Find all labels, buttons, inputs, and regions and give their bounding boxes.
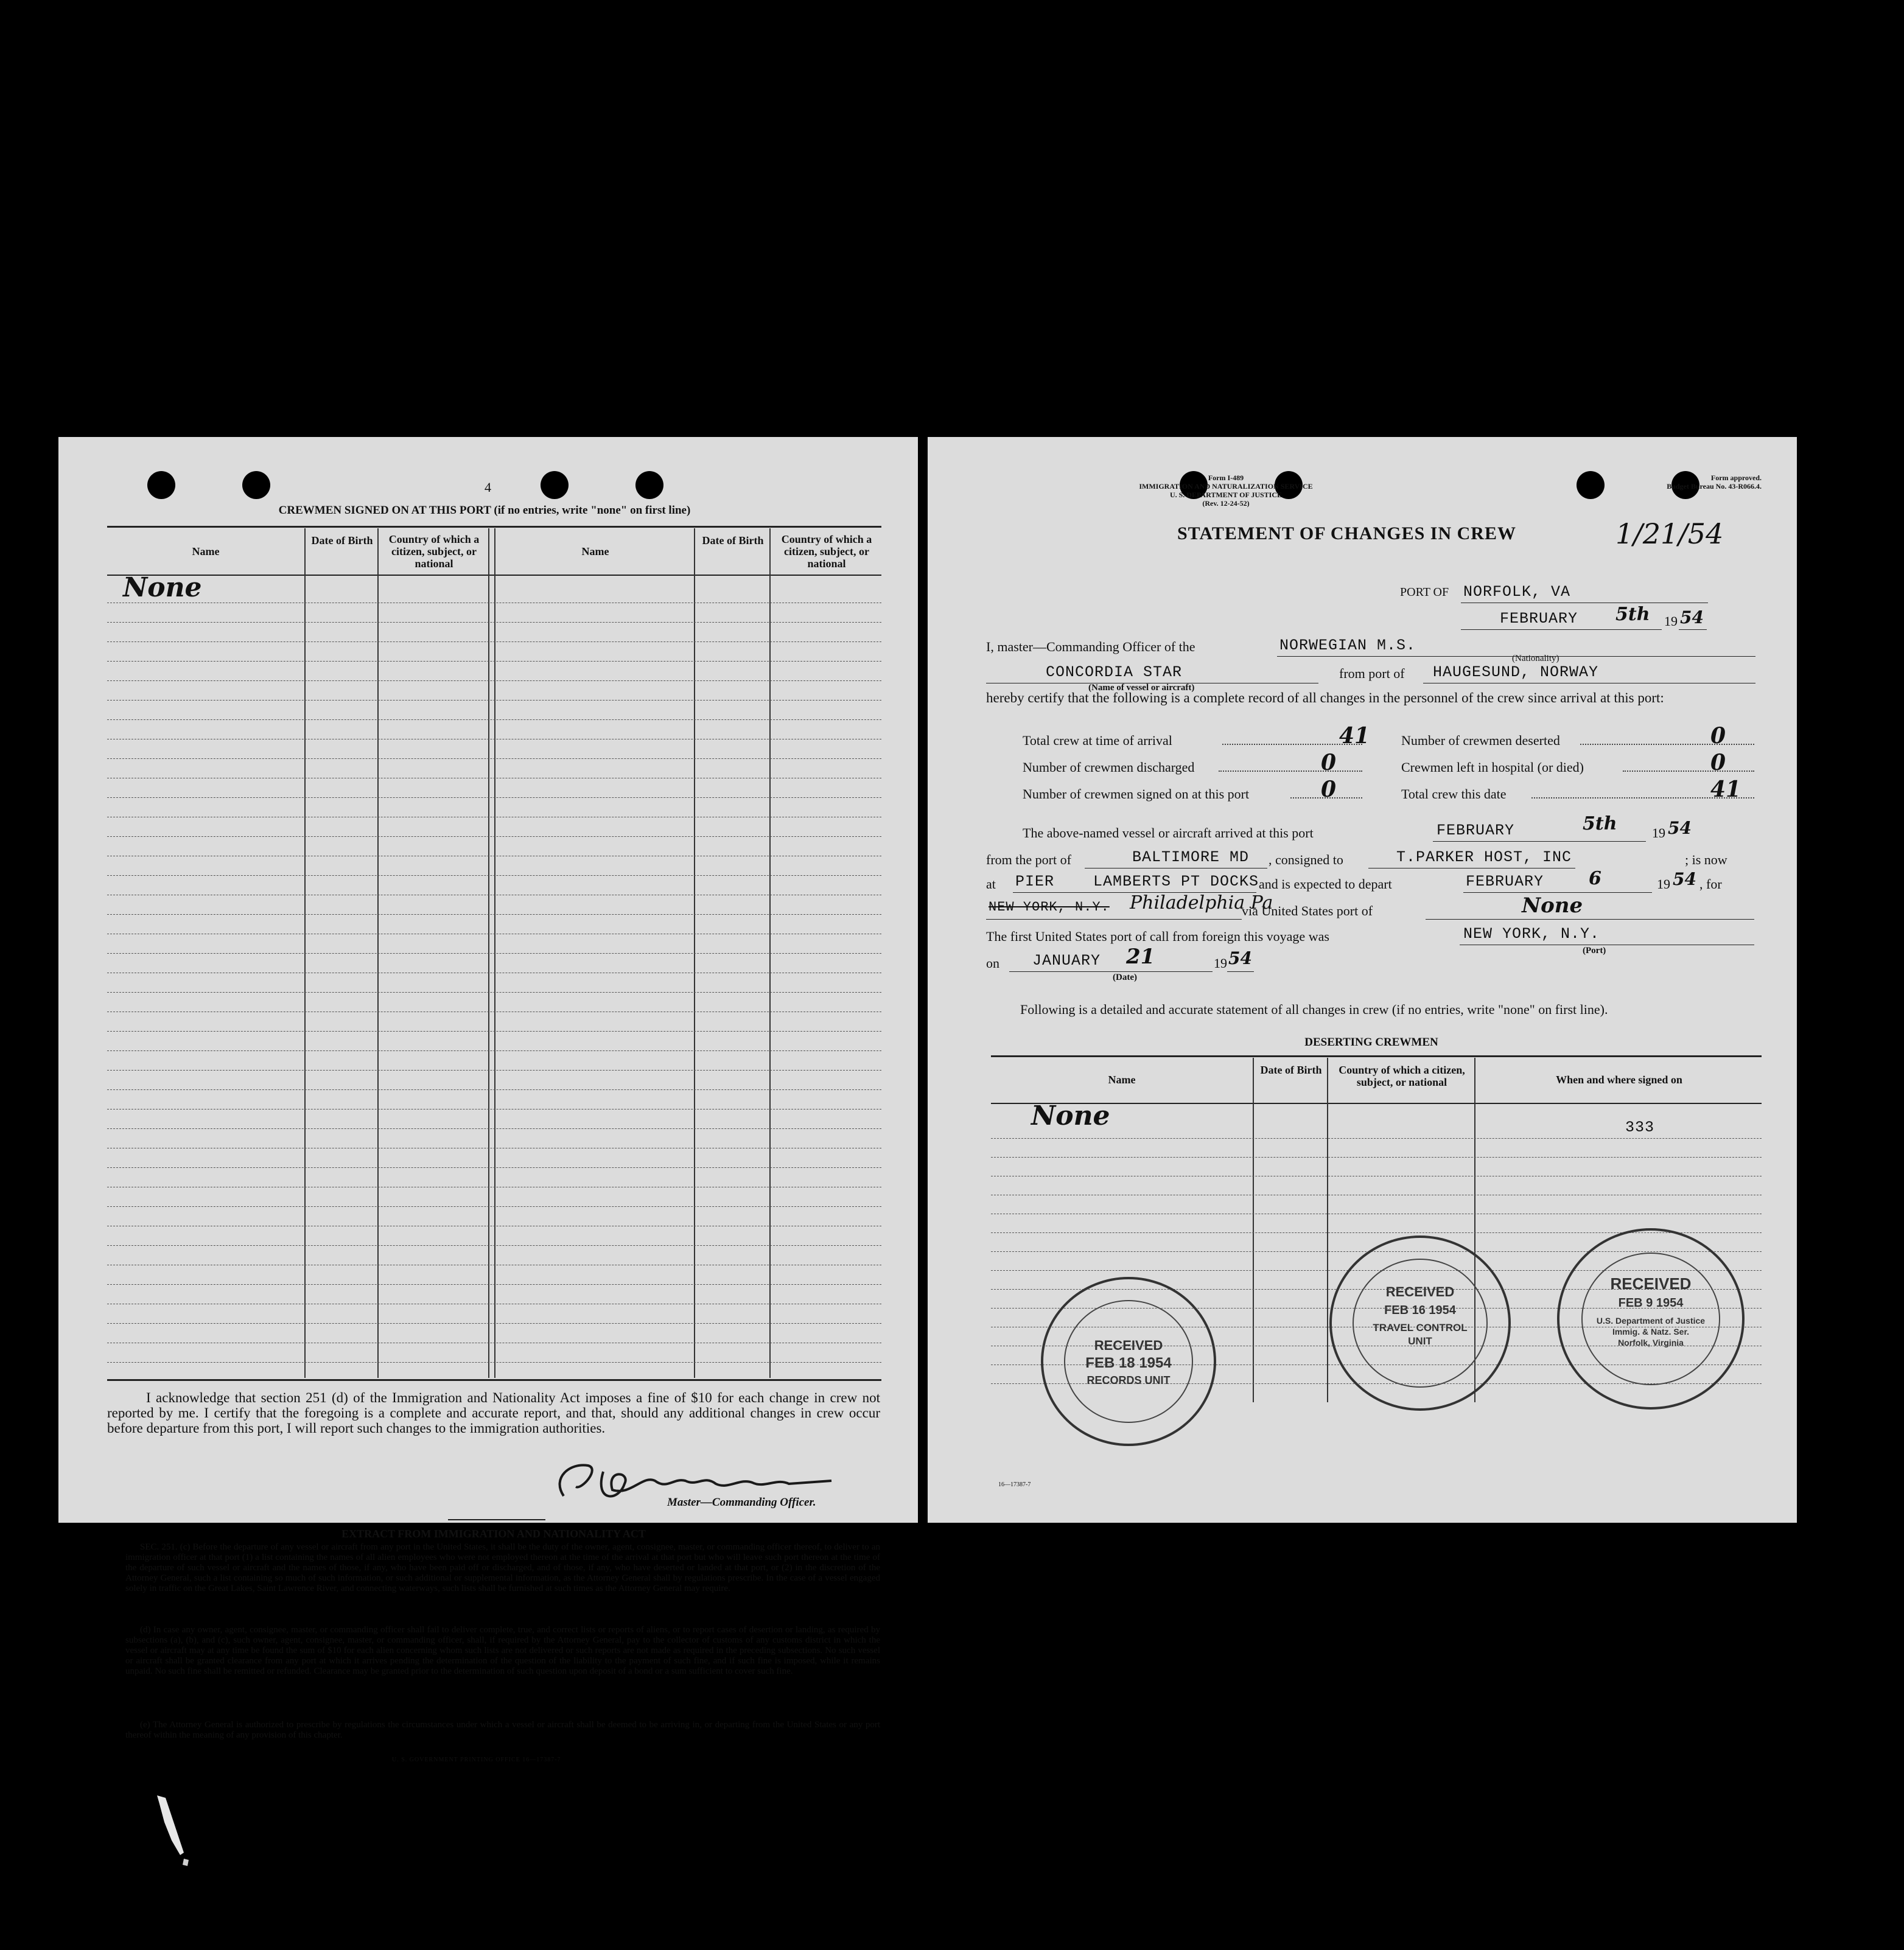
nationality-caption: (Nationality) [1512, 654, 1559, 663]
signed-on-value: 0 [1321, 777, 1337, 802]
table-row-rule [107, 1323, 881, 1324]
arrived-day: 5th [1583, 813, 1617, 834]
berth-location: PIER LAMBERTS PT DOCKS [1015, 873, 1259, 890]
arrived-month: FEBRUARY [1437, 822, 1515, 839]
year-prefix: 19 [1214, 956, 1227, 971]
table-row-rule [107, 1031, 881, 1032]
previous-port: BALTIMORE MD [1132, 848, 1250, 866]
table-row-rule [107, 641, 881, 642]
first-port-month: JANUARY [1032, 952, 1101, 970]
hospital-value: 0 [1710, 750, 1726, 775]
from-port-value: HAUGESUND, NORWAY [1433, 663, 1599, 681]
destination-handwritten: Philadelphia Pa [1130, 892, 1273, 914]
table-row-rule [107, 661, 881, 662]
from-port-label: from port of [1339, 666, 1405, 681]
report-year: 54 [1680, 607, 1704, 627]
left-page [58, 437, 918, 1763]
first-port-year: 54 [1228, 948, 1252, 968]
printer-imprint: U. S. GOVERNMENT PRINTING OFFICE 16—17387-7 [392, 1756, 561, 1763]
hospital-label: Crewmen left in hospital (or died) [1401, 760, 1584, 775]
crew-entry-none: None [123, 572, 202, 603]
certify-statement: hereby certify that the following is a complete record of all changes in the personnel of the crew since arrival at this port: [986, 690, 1664, 705]
punch-hole [541, 471, 569, 499]
deserted-value: 0 [1710, 723, 1726, 749]
consigned-label: , consigned to [1269, 852, 1343, 867]
form-number: Form I-489 [1208, 474, 1244, 482]
col-header-dob: Date of Birth [1260, 1064, 1322, 1076]
expected-label: and is expected to depart [1259, 876, 1392, 892]
year-prefix: 19 [1652, 825, 1665, 840]
vessel-nationality: NORWEGIAN M.S. [1279, 637, 1416, 654]
at-label: at [986, 876, 996, 892]
table-row-rule [107, 1206, 881, 1207]
port-value: NORFOLK, VA [1463, 583, 1571, 601]
first-port-label: The first United States port of call from foreign this voyage was [986, 929, 1329, 944]
revision-date: (Rev. 12-24-52) [1202, 499, 1250, 508]
via-label: via United States port of [1242, 903, 1373, 918]
port-caption: (Port) [1583, 946, 1606, 956]
for-label: , for [1699, 876, 1722, 892]
agency-name: IMMIGRATION AND NATURALIZATION SERVICE [1139, 482, 1313, 491]
table-row-rule [107, 1128, 881, 1129]
col-header-name: Name [1108, 1074, 1136, 1086]
col-header-signed-on: When and where signed on [1556, 1074, 1682, 1086]
port-label: PORT OF [1400, 585, 1449, 599]
table-row-rule [991, 1157, 1762, 1158]
consignee: T.PARKER HOST, INC [1396, 848, 1572, 866]
via-port: None [1522, 893, 1583, 918]
from-the-port-label: from the port of [986, 852, 1071, 867]
table-row-rule [107, 1167, 881, 1168]
table-row-rule [107, 758, 881, 759]
deserting-title: DESERTING CREWMEN [1304, 1036, 1438, 1049]
arrived-label: The above-named vessel or aircraft arrived at this port [1023, 825, 1314, 840]
total-arrival-label: Total crew at time of arrival [1023, 733, 1172, 748]
table-row-rule [107, 1362, 881, 1363]
col-header-name: Name [192, 545, 220, 557]
extract-section-e: (e) The Attorney General is authorized to prescribe by regulations the circumstances under which a vessel or aircraft shall be deemed to be arriving in, or departing from the United States or any port thereof within the meaning of any provision of this chapter. [125, 1720, 880, 1740]
form-title: STATEMENT OF CHANGES IN CREW [1177, 523, 1516, 543]
norfolk-received-stamp: RECEIVED FEB 9 1954 U.S. Department of Justice Immig. & Natz. Ser. Norfolk, Virginia [1557, 1228, 1745, 1410]
table-top-rule [107, 526, 881, 528]
table-row-rule [991, 1138, 1762, 1139]
signature-caption: Master—Commanding Officer. [667, 1496, 816, 1509]
first-port-value: NEW YORK, N.Y. [1463, 925, 1600, 943]
table-row-rule [107, 836, 881, 837]
signed-on-label: Number of crewmen signed on at this port [1023, 786, 1250, 802]
arrived-year: 54 [1668, 818, 1692, 838]
table-row-rule [107, 914, 881, 915]
table-row-rule [107, 1050, 881, 1051]
total-now-label: Total crew this date [1401, 786, 1507, 802]
footer-code: 16—17387-7 [998, 1481, 1031, 1488]
handwritten-date: 1/21/54 [1615, 517, 1724, 550]
year-prefix: 19 [1657, 876, 1670, 892]
col-header-country: Country of which a citizen, subject, or national [781, 533, 872, 570]
discharged-value: 0 [1321, 750, 1337, 775]
signed-on-title: CREWMEN SIGNED ON AT THIS PORT (if no entries, write "none" on first line) [278, 504, 691, 517]
on-label: on [986, 956, 999, 971]
divider [448, 1519, 545, 1520]
table-row-rule [107, 700, 881, 701]
depart-month: FEBRUARY [1466, 873, 1544, 890]
table-row-rule [107, 680, 881, 681]
travel-control-stamp: RECEIVED FEB 16 1954 TRAVEL CONTROL UNIT [1329, 1235, 1511, 1411]
table-row-rule [107, 875, 881, 876]
punch-hole [635, 471, 663, 499]
first-port-day: 21 [1126, 945, 1155, 969]
debris-mark [153, 1792, 202, 1877]
table-row-rule [107, 1245, 881, 1246]
depart-day: 6 [1589, 868, 1601, 889]
is-now-label: ; is now [1685, 852, 1727, 867]
col-header-country: Country of which a citizen, subject, or national [388, 533, 480, 570]
form-id-block [1122, 474, 1329, 508]
entry-number: 333 [1625, 1119, 1655, 1136]
extract-section-d: (d) In case any owner, agent, consignee, master, or commanding officer shall fail to deliver complete, true, and correct lists or reports of aliens, or to report cases of desertion or landing, as required by subsections (a), (b), and (c), such owner, agent, consignee, master, or commanding officer, shall, if required by the Attorney General, pay to the collector of customs of any customs district in which the vessel or aircraft may at any time be found the sum of $10 for each alien concerning whom such lists are not delivered or such reports are not made as required in the preceding subsections. No such vessel or aircraft shall be granted clearance from any port at which it arrives pending the determination of the question of the liability to the payment of such fine, and if such fine is imposed, while it remains unpaid. No such fine shall be remitted or refunded. Clearance may be granted prior to the determination of such question upon deposit of a bond or a sum sufficient to cover such fine. [125, 1625, 880, 1676]
depart-year: 54 [1673, 869, 1696, 889]
table-row-rule [107, 1070, 881, 1071]
deserting-table-top [991, 1055, 1762, 1057]
date-caption: (Date) [1113, 973, 1137, 982]
deserted-label: Number of crewmen deserted [1401, 733, 1560, 748]
table-row-rule [107, 797, 881, 798]
vessel-name: CONCORDIA STAR [1046, 663, 1183, 681]
extract-title: EXTRACT FROM IMMIGRATION AND NATIONALITY ACT [341, 1528, 646, 1540]
total-arrival-value: 41 [1339, 723, 1370, 749]
punch-hole [147, 471, 175, 499]
col-header-dob: Date of Birth [311, 534, 373, 547]
report-month: FEBRUARY [1500, 610, 1578, 627]
extract-section-c: SEC. 251. (c) Before the departure of any vessel or aircraft from any port in the United States, it shall be the duty of the owner, agent, consignee, master, or commanding officer thereof, to deliver to an immigration officer at that port (1) a list containing the names of all alien employees who were not employed thereon at the time of the arrival at that port but who will leave such port thereon at the time of the departure of such vessel or aircraft and the names of those, if any, who have been paid off or discharged, and of those, if any, who have deserted or landed at that port, or (2) in the discretion of the Attorney General, such a list containing so much of such information, or such additional or supplemental information, as the Attorney General shall by regulations prescribe. In the case of a vessel engaged solely in traffic on the Great Lakes, Saint Lawrence River, and connecting waterways, such lists shall be furnished at such times as the Attorney General may require. [125, 1542, 880, 1593]
col-header-dob: Date of Birth [702, 534, 764, 547]
discharged-label: Number of crewmen discharged [1023, 760, 1195, 775]
acknowledgement-text: I acknowledge that section 251 (d) of the Immigration and Nationality Act imposes a fine of $10 for each change in crew not reported by me. I certify that the foregoing is a complete and accurate report, and that, should any additional changes in crew occur before departure from this port, I will report such changes to the immigration authorities. [107, 1390, 880, 1436]
following-statement: Following is a detailed and accurate statement of all changes in crew (if no entries, write "none" on first line). [1020, 1002, 1608, 1017]
table-row-rule [107, 1284, 881, 1285]
col-header-name: Name [581, 545, 609, 557]
table-row-rule [107, 1109, 881, 1110]
destination-struck: NEW YORK, N.Y. [989, 900, 1110, 915]
budget-approval: Form approved. Budget Bureau No. 43-R066.4. [1667, 474, 1762, 491]
records-unit-stamp: RECEIVED FEB 18 1954 RECORDS UNIT [1041, 1277, 1216, 1446]
col-header-country: Country of which a citizen, subject, or national [1339, 1064, 1465, 1088]
table-row-rule [107, 1089, 881, 1090]
page-number: 4 [485, 480, 491, 495]
total-now-value: 41 [1710, 777, 1741, 802]
deserter-entry-none: None [1031, 1100, 1110, 1131]
table-row-rule [107, 992, 881, 993]
year-prefix: 19 [1664, 613, 1678, 629]
master-label: I, master—Commanding Officer of the [986, 639, 1195, 654]
vessel-caption: (Name of vessel or aircraft) [1088, 683, 1195, 693]
right-page [928, 437, 1797, 1523]
table-row-rule [107, 719, 881, 720]
table-row-rule [107, 622, 881, 623]
department-name: U. S. DEPARTMENT OF JUSTICE [1169, 491, 1283, 499]
table-row-rule [107, 953, 881, 954]
table-bottom-rule [107, 1379, 881, 1381]
punch-hole [242, 471, 270, 499]
report-day: 5th [1615, 604, 1650, 625]
